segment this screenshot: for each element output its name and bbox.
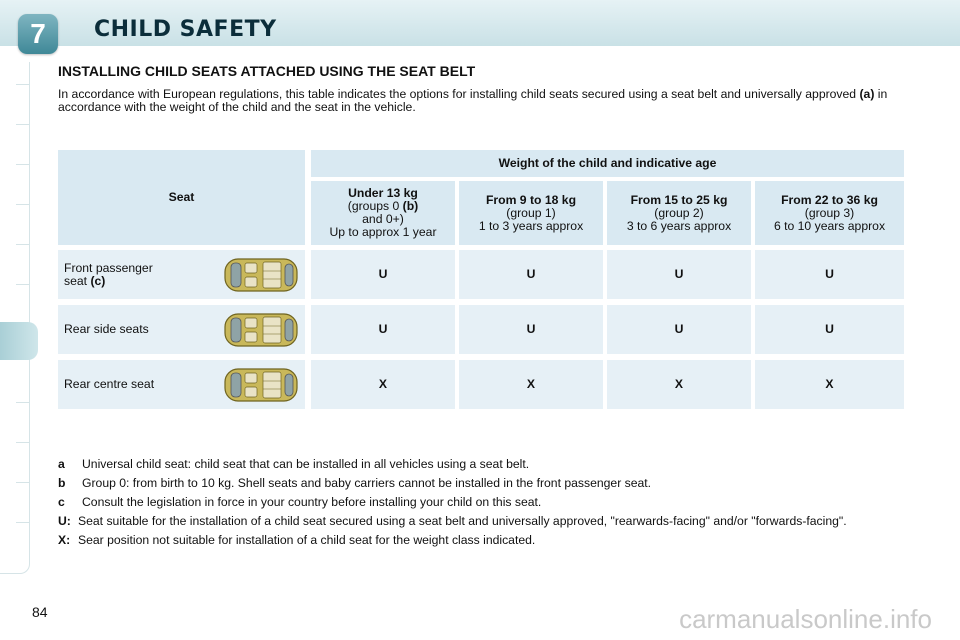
seat-label: Rear side seats	[64, 322, 149, 336]
col-weight: From 9 to 18 kg	[485, 192, 577, 207]
side-tick	[16, 442, 30, 443]
table-row-seat	[58, 305, 305, 354]
table-cell: U	[311, 305, 455, 354]
footnote-key: U:	[58, 514, 71, 528]
table-cell: X	[311, 360, 455, 409]
col-group: (group 2)	[654, 205, 704, 220]
page-number: 84	[32, 604, 48, 620]
footnote-text: Sear position not suitable for installation of a child seat for the weight class indicated.	[78, 533, 536, 547]
footnote-text: Consult the legislation in force in your country before installing your child on this seat.	[82, 495, 542, 509]
col-header-1	[459, 181, 603, 245]
side-tick	[16, 204, 30, 205]
side-tick	[16, 84, 30, 85]
car-seat-diagram-icon	[223, 311, 299, 349]
col-age: Up to approx 1 year	[329, 225, 437, 239]
side-tick	[16, 284, 30, 285]
intro-text-end: in accordance with the weight of the child and the seat in the vehicle.	[58, 87, 888, 114]
col-age: 6 to 10 years approx	[773, 218, 886, 233]
seat-label: Front passenger seat (c)	[64, 260, 153, 288]
col-group: (groups 0 (b)	[347, 199, 419, 213]
table-cell: U	[607, 305, 751, 354]
intro-text: In accordance with European regulations, this table indicates the options for installing child seats secured using a seat belt and universally approved	[58, 87, 857, 101]
col-header-3	[755, 181, 904, 245]
table-row-seat	[58, 360, 305, 409]
chapter-title: CHILD SAFETY	[94, 17, 277, 42]
table-cell: U	[607, 250, 751, 299]
table-cell: U	[311, 250, 455, 299]
footnote-text: Group 0: from birth to 10 kg. Shell seats and baby carriers cannot be installed in the front passenger seat.	[82, 476, 652, 490]
seat-label: Rear centre seat	[64, 377, 155, 391]
side-tick	[16, 124, 30, 125]
table-cell: U	[755, 305, 904, 354]
table-cell: X	[459, 360, 603, 409]
table-row-seat	[58, 250, 305, 299]
section-heading: INSTALLING CHILD SEATS ATTACHED USING THE SEAT BELT	[58, 63, 476, 79]
footnote-text: Universal child seat: child seat that can be installed in all vehicles using a seat belt.	[82, 457, 530, 471]
table-cell: U	[459, 305, 603, 354]
col-age: 3 to 6 years approx	[626, 218, 732, 233]
chapter-number: 7	[30, 18, 46, 49]
footnote	[58, 534, 904, 547]
side-tick	[16, 164, 30, 165]
footnote	[58, 477, 904, 490]
side-tick	[16, 402, 30, 403]
table-cell: X	[607, 360, 751, 409]
footnote-text: Seat suitable for the installation of a child seat secured using a seat belt and universally approved, "rearwards-facing" and/or "forwards-facing".	[78, 514, 847, 528]
footnotes	[58, 458, 904, 553]
side-index-active-tab[interactable]	[0, 322, 38, 360]
footnote	[58, 458, 904, 471]
col-header-2	[607, 181, 751, 245]
side-tick	[16, 244, 30, 245]
table-cell: U	[459, 250, 603, 299]
footnote-key: X:	[58, 533, 71, 547]
table-cell: U	[755, 250, 904, 299]
table-cell: X	[755, 360, 904, 409]
col-group-suffix: and 0+)	[362, 212, 404, 226]
footnote	[58, 515, 904, 528]
car-seat-diagram-icon	[223, 366, 299, 404]
intro-ref: (a)	[859, 87, 875, 101]
col-weight: Under 13 kg	[348, 186, 418, 200]
intro-paragraph	[58, 88, 904, 114]
side-tick	[16, 482, 30, 483]
col-group: (group 3)	[804, 205, 855, 220]
chapter-tab	[18, 14, 58, 54]
watermark: carmanualsonline.info	[679, 604, 932, 634]
car-seat-diagram-icon	[223, 256, 299, 294]
footnote-key: b	[58, 476, 66, 490]
col-header-0	[311, 181, 455, 245]
col-weight: From 22 to 36 kg	[781, 192, 878, 207]
col-weight: From 15 to 25 kg	[630, 192, 728, 207]
seat-header: Seat	[58, 150, 305, 245]
weight-header: Weight of the child and indicative age	[311, 150, 904, 177]
side-tick	[16, 522, 30, 523]
footnote	[58, 496, 904, 509]
col-age: 1 to 3 years approx	[478, 218, 584, 233]
side-index-rail	[0, 62, 30, 574]
col-group: (group 1)	[506, 205, 556, 220]
footnote-key: c	[58, 495, 65, 509]
footnote-key: a	[58, 457, 65, 471]
